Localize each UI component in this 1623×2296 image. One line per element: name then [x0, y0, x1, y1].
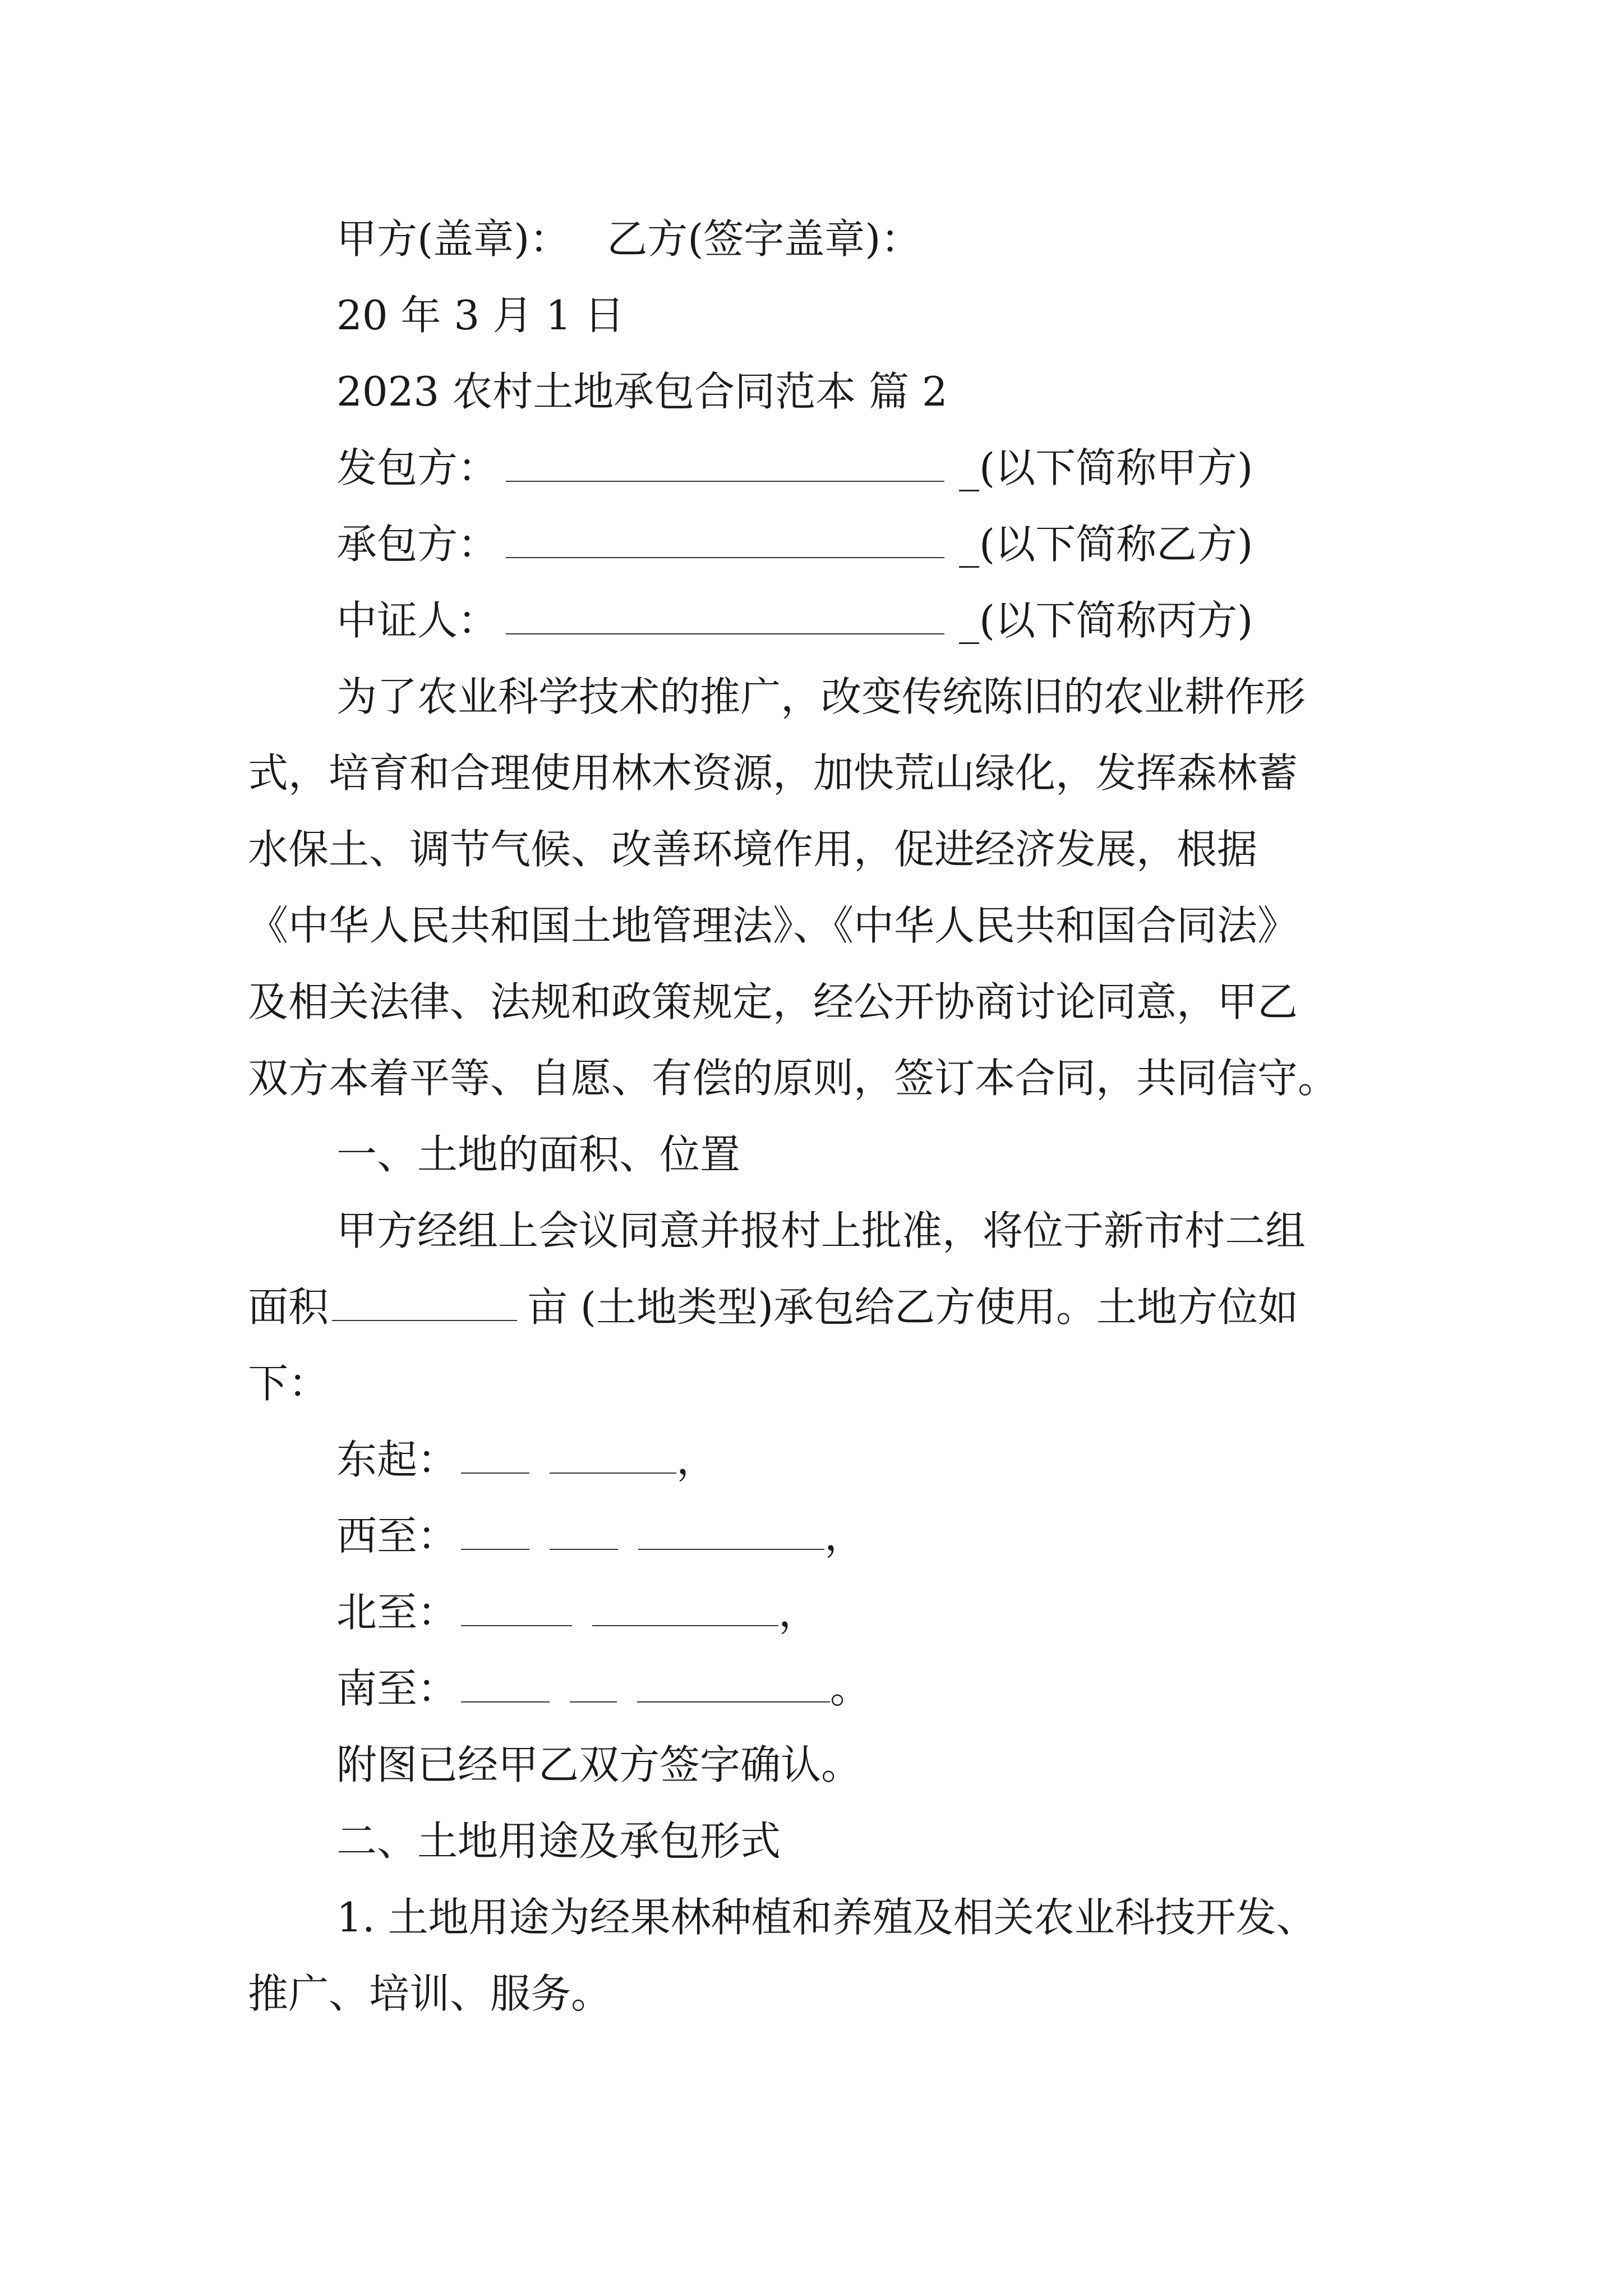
section-2-title: 二、土地用途及承包形式: [336, 1818, 781, 1865]
preamble-line: 式，培育和合理使用林木资源，加快荒山绿化，发挥森林蓄: [248, 749, 1298, 797]
party-line-witness: [336, 592, 1253, 648]
boundary-east: [336, 1432, 717, 1488]
fill-blank: [461, 1461, 529, 1474]
party-a-seal-label: 甲方(盖章)：: [336, 215, 570, 263]
preamble-line: 双方本着平等、自愿、有偿的原则，签订本合同，共同信守。: [248, 1055, 1339, 1102]
area-text: 亩 (土地类型)承包给乙方使用。土地方位如: [527, 1283, 1299, 1331]
party-line-issuer: [336, 440, 1253, 496]
preamble-line: 为了农业科学技术的推广，改变传统陈旧的农业耕作形: [336, 673, 1306, 720]
section-1-title: 一、土地的面积、位置: [336, 1131, 741, 1178]
boundary-label: 西至：: [336, 1512, 458, 1559]
party-suffix: _(以下简称乙方): [959, 521, 1253, 568]
fill-blank: [506, 622, 944, 634]
fill-blank: [461, 1538, 529, 1550]
boundary-label: 东起：: [336, 1436, 458, 1483]
preamble-line: 及相关法律、法规和政策规定，经公开协商讨论同意，甲乙: [248, 978, 1298, 1025]
fill-blank: [550, 1538, 618, 1550]
fill-blank: [638, 1538, 824, 1550]
party-line-contractor: [336, 516, 1253, 572]
boundary-end: ，: [778, 1589, 819, 1636]
section-2-item-1-continued: 推广、培训、服务。: [248, 1970, 612, 2017]
area-label: 面积: [248, 1283, 329, 1331]
boundary-north: [336, 1584, 819, 1640]
boundary-label: 北至：: [336, 1589, 458, 1636]
attachment-note: 附图已经甲乙双方签字确认。: [336, 1741, 862, 1788]
boundary-west: [336, 1508, 865, 1564]
party-suffix: _(以下简称甲方): [959, 444, 1253, 491]
fill-blank: [461, 1614, 572, 1626]
fill-blank: [592, 1614, 778, 1626]
signature-line: [336, 211, 921, 267]
boundary-end: ，: [676, 1436, 717, 1483]
party-label: 承包方：: [336, 521, 499, 568]
area-blank: [332, 1309, 517, 1321]
contract-heading: 2023 农村土地承包合同范本 篇 2: [336, 368, 948, 415]
section-2-item-1: 1. 土地用途为经果林种植和养殖及相关农业科技开发、: [336, 1894, 1317, 1941]
preamble-line: 水保土、调节气候、改善环境作用，促进经济发展，根据: [248, 826, 1258, 873]
boundary-end: 。: [830, 1665, 871, 1712]
party-b-seal-label: 乙方(签字盖章)：: [607, 215, 921, 263]
boundary-south: [336, 1660, 870, 1717]
fill-blank: [461, 1690, 550, 1703]
party-label: 中证人：: [336, 597, 499, 644]
fill-blank: [550, 1461, 676, 1474]
boundary-end: ，: [824, 1512, 865, 1559]
party-suffix: _(以下简称丙方): [959, 597, 1253, 644]
fill-blank: [637, 1690, 830, 1703]
party-label: 发包方：: [336, 444, 499, 491]
preamble-line: 《中华人民共和国土地管理法》、《中华人民共和国合同法》: [248, 902, 1298, 949]
boundary-label: 南至：: [336, 1665, 458, 1712]
section-1-area-line: [248, 1279, 1298, 1335]
section-1-text: 下：: [248, 1360, 329, 1407]
fill-blank: [506, 470, 944, 482]
section-1-text: 甲方经组上会议同意并报村上批准，将位于新市村二组: [336, 1207, 1306, 1254]
fill-blank: [570, 1690, 617, 1703]
date-line: 20 年 3 月 1 日: [336, 292, 625, 339]
fill-blank: [506, 546, 944, 558]
